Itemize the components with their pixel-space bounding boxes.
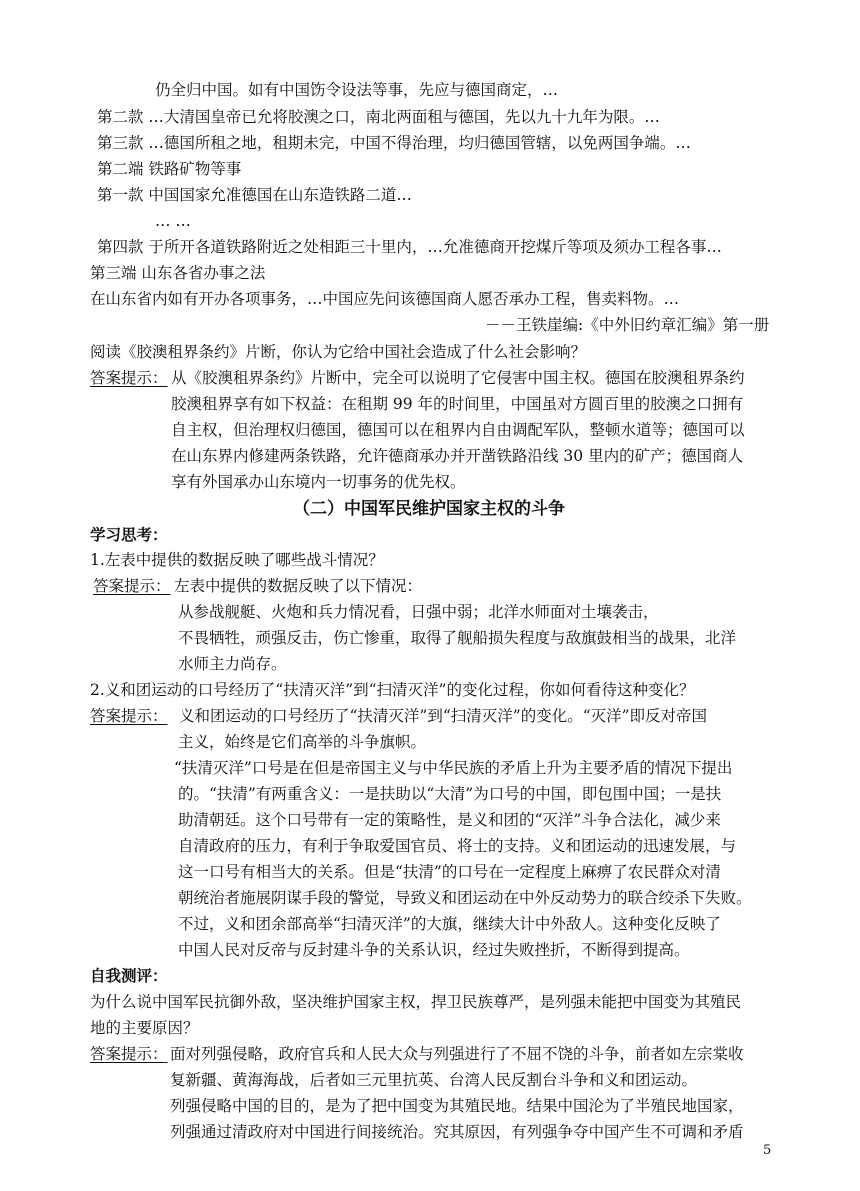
- answer-line: 复新疆、黄海海战，后者如三元里抗英、台湾人民反割台斗争和义和团运动。: [170, 1071, 698, 1089]
- treaty-clause: 在山东省内如有开办各项事务，…中国应先问该德国商人愿否承办工程，售卖料物。…: [90, 290, 680, 308]
- self-eval-question: 为什么说中国军民抗御外敌，坚决维护国家主权，捍卫民族尊严，是列强未能把中国变为其殖民: [90, 993, 742, 1011]
- answer-line: 从《胶澳租界条约》片断中，完全可以说明了它侵害中国主权。德国在胶澳租界条约: [171, 369, 745, 387]
- answer-label: 答案提示：: [93, 577, 171, 595]
- treaty-ellipsis: … …: [155, 212, 191, 230]
- answer-line: 列强侵略中国的目的，是为了把中国变为其殖民地。结果中国沦为了半殖民地国家，: [170, 1097, 744, 1115]
- answer-line: 不畏牺牲，顽强反击，伤亡惨重，取得了舰船损失程度与敌旗鼓相当的战果，北洋: [178, 629, 737, 647]
- treaty-article-1: 第一款 中国国家允准德国在山东造铁路二道…: [97, 186, 412, 204]
- answer-label: 答案提示：: [90, 707, 168, 725]
- answer-line: 水师主力尚存。: [178, 655, 287, 673]
- answer-line: 在山东界内修建两条铁路，允许德商承办并开凿铁路沿线 30 里内的矿产；德国商人: [171, 447, 744, 465]
- answer-line: 这一口号有相当大的关系。但是“扶清”的口号在一定程度上麻痹了农民群众对清: [178, 863, 721, 881]
- study-heading: 学习思考：: [90, 525, 168, 544]
- study-question-1: 1.左表中提供的数据反映了哪些战斗情况？: [90, 551, 384, 569]
- answer-line: 面对列强侵略，政府官兵和人民大众与列强进行了不屈不饶的斗争，前者如左宗棠收: [170, 1045, 744, 1063]
- page-number: 5: [763, 1143, 772, 1158]
- treaty-source: －－王铁崖编:《中外旧约章汇编》第一册: [485, 316, 770, 334]
- treaty-article-4: 第四款 于所开各道铁路附近之处相距三十里内，…允准德商开挖煤斤等项及须办工程各事…: [97, 238, 722, 256]
- section-title: （二）中国军民维护国家主权的斗争: [293, 499, 565, 519]
- answer-line: 左表中提供的数据反映了以下情况：: [174, 577, 423, 595]
- answer-line: 义和团运动的口号经历了“扶清灭洋”到“扫清灭洋”的变化。“灭洋”即反对帝国: [179, 707, 708, 725]
- treaty-article-3: 第三款 …德国所租之地，租期未完，中国不得治理，均归德国管辖，以免两国争端。…: [97, 134, 691, 152]
- answer-line: 列强通过清政府对中国进行间接统治。究其原因，有列强争夺中国产生不可调和矛盾: [170, 1123, 744, 1141]
- answer-line: 助清朝廷。这个口号带有一定的策略性，是义和团的“灭洋”斗争合法化，减少来: [178, 811, 721, 829]
- answer-line: 朝统治者施展阴谋手段的警觉，导致义和团运动在中外反动势力的联合绞杀下失败。: [178, 889, 752, 907]
- answer-line: 胶澳租界享有如下权益：在租期 99 年的时间里，中国虽对方圆百里的胶澳之口拥有: [171, 395, 744, 413]
- answer-line: 不过，义和团余部高举“扫清灭洋”的大旗，继续大计中外敌人。这种变化反映了: [178, 915, 721, 933]
- answer-label: 答案提示：: [90, 1045, 168, 1063]
- answer-line: 从参战舰艇、火炮和兵力情况看，日强中弱；北洋水师面对土壤袭击，: [178, 603, 659, 621]
- treaty-article-2: 第二款 …大清国皇帝已允将胶澳之口，南北两面租与德国，先以九十九年为限。…: [97, 108, 660, 126]
- answer-line: 的。“扶清”有两重含义：一是扶助以“大清”为口号的中国，即包围中国；一是扶: [178, 785, 722, 803]
- study-question-2: 2.义和团运动的口号经历了“扶清灭洋”到“扫清灭洋”的变化过程，你如何看待这种变化？: [90, 681, 695, 699]
- treaty-section-2: 第二端 铁路矿物等事: [97, 160, 242, 178]
- question-treaty: 阅读《胶澳租界条约》片断，你认为它给中国社会造成了什么社会影响？: [90, 343, 587, 361]
- answer-line: “扶清灭洋”口号是在但是帝国主义与中华民族的矛盾上升为主要矛盾的情况下提出: [174, 759, 733, 777]
- answer-line: 中国人民对反帝与反封建斗争的关系认识，经过失败挫折，不断得到提高。: [178, 941, 690, 959]
- answer-line: 主义，始终是它们高举的斗争旗帜。: [178, 733, 427, 751]
- treaty-line: 仍全归中国。如有中国饬令设法等事，先应与德国商定，…: [155, 81, 559, 99]
- answer-line: 自清政府的压力，有利于争取爱国官员、将士的支持。义和团运动的迅速发展，与: [178, 837, 737, 855]
- self-eval-question: 地的主要原因？: [90, 1019, 199, 1037]
- self-eval-heading: 自我测评：: [90, 966, 168, 985]
- answer-label: 答案提示：: [90, 369, 168, 387]
- answer-line: 自主权，但治理权归德国，德国可以在租界内自由调配军队，整顿水道等；德国可以: [171, 421, 745, 439]
- treaty-section-3: 第三端 山东各省办事之法: [90, 264, 266, 282]
- answer-line: 享有外国承办山东境内一切事务的优先权。: [171, 473, 466, 491]
